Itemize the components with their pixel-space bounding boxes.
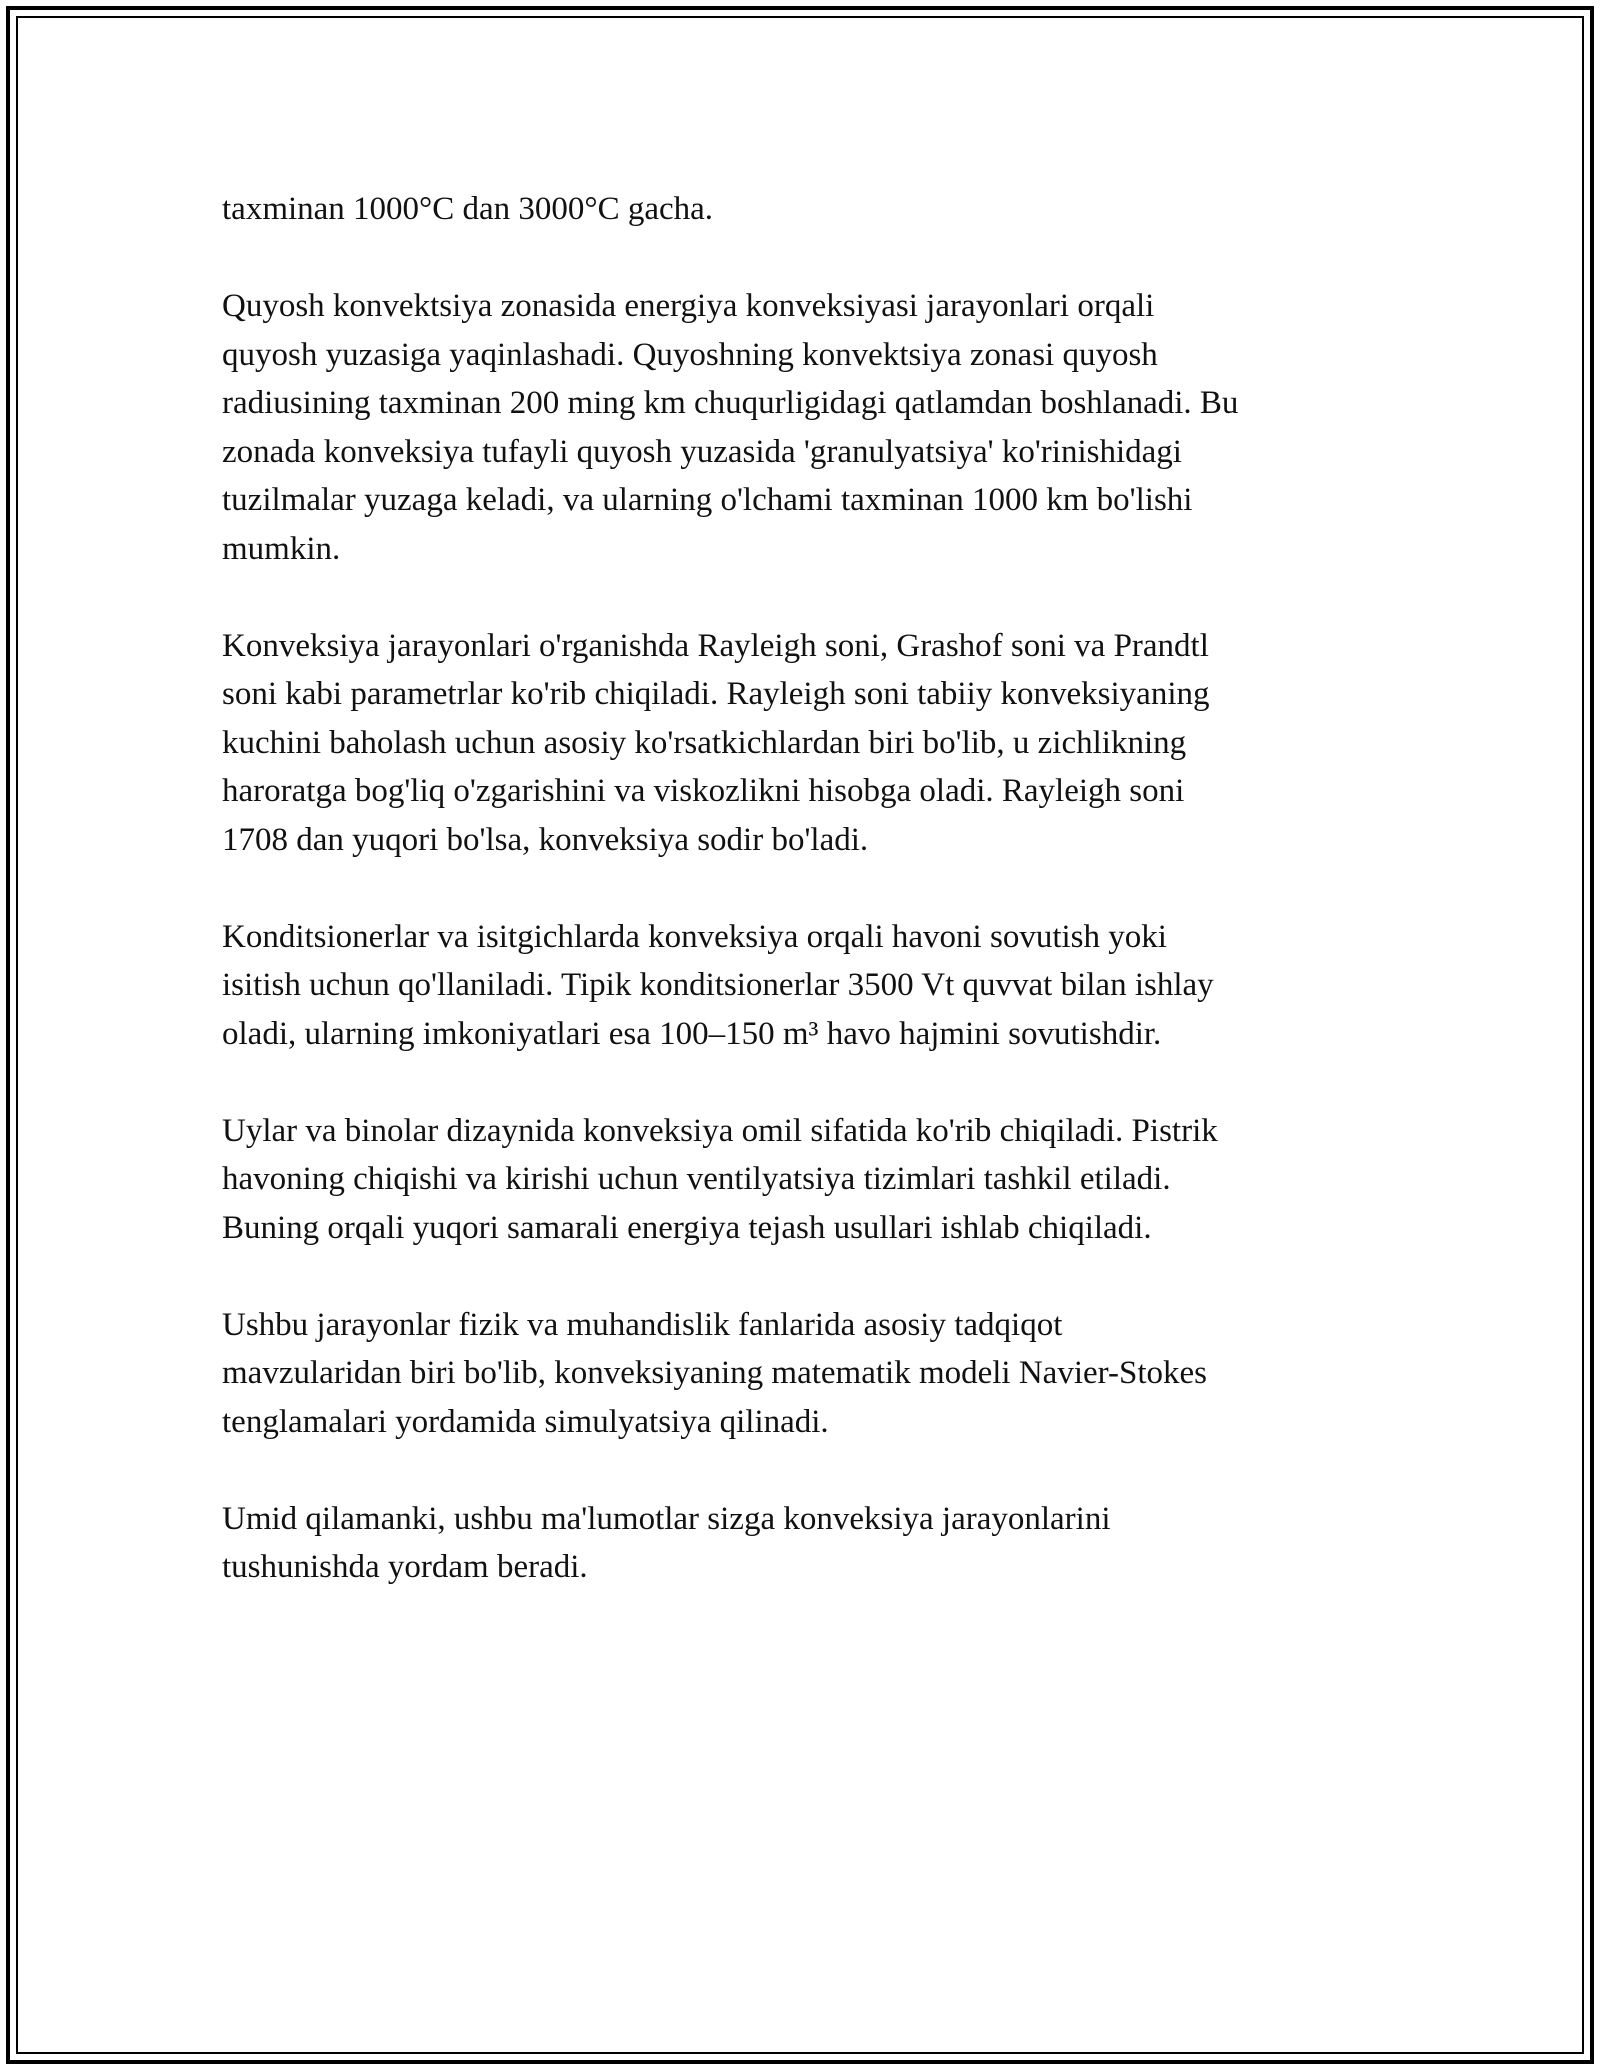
paragraph-air-conditioners: Konditsionerlar va isitgichlarda konveksiya orqali havoni sovutish yoki isitish uchun qo'llaniladi. Tipik konditsionerlar 3500 Vt quvvat bilan ishlay oladi, ularning imkoniyatlari esa 100–150 m³ havo hajmini sovutishdir.: [222, 918, 1214, 1052]
paragraph-sun-convection-zone: Quyosh konvektsiya zonasida energiya konveksiyasi jarayonlari orqali quyosh yuzasiga yaqinlashadi. Quyoshning konvektsiya zonasi quyosh radiusining taxminan 200 ming km chuqurligidagi qatlamdan boshlanadi. Bu zonada konveksiya tufayli quyosh yuzasida 'granulyatsiya' ko'rinishidagi tuzilmalar yuzaga keladi, va ularning o'lchami taxminan 1000 km bo'lishi mumkin.: [222, 288, 1239, 567]
paragraph-navier-stokes: Ushbu jarayonlar fizik va muhandislik fanlarida asosiy tadqiqot mavzularidan biri bo'lib, konveksiyaning matematik modeli Navier-Stokes tenglamalari yordamida simulyatsiya qilinadi.: [222, 1306, 1207, 1440]
document-body: [222, 185, 1382, 1640]
paragraph-closing: Umid qilamanki, ushbu ma'lumotlar sizga konveksiya jarayonlarini tushunishda yordam beradi.: [222, 1500, 1111, 1585]
paragraph-temperature-range: taxminan 1000°C dan 3000°C gacha.: [222, 191, 714, 227]
paragraph-building-design: Uylar va binolar dizaynida konveksiya omil sifatida ko'rib chiqiladi. Pistrik havoning chiqishi va kirishi uchun ventilyatsiya tizimlari tashkil etiladi. Buning orqali yuqori samarali energiya tejash usullari ishlab chiqiladi.: [222, 1112, 1218, 1246]
paragraph-rayleigh-number: Konveksiya jarayonlari o'rganishda Rayleigh soni, Grashof soni va Prandtl soni kabi parametrlar ko'rib chiqiladi. Rayleigh soni tabiiy konveksiyaning kuchini baholash uchun asosiy ko'rsatkichlardan biri bo'lib, u zichlikning haroratga bog'liq o'zgarishini va viskozlikni hisobga oladi. Rayleigh soni 1708 dan yuqori bo'lsa, konveksiya sodir bo'ladi.: [222, 627, 1210, 858]
